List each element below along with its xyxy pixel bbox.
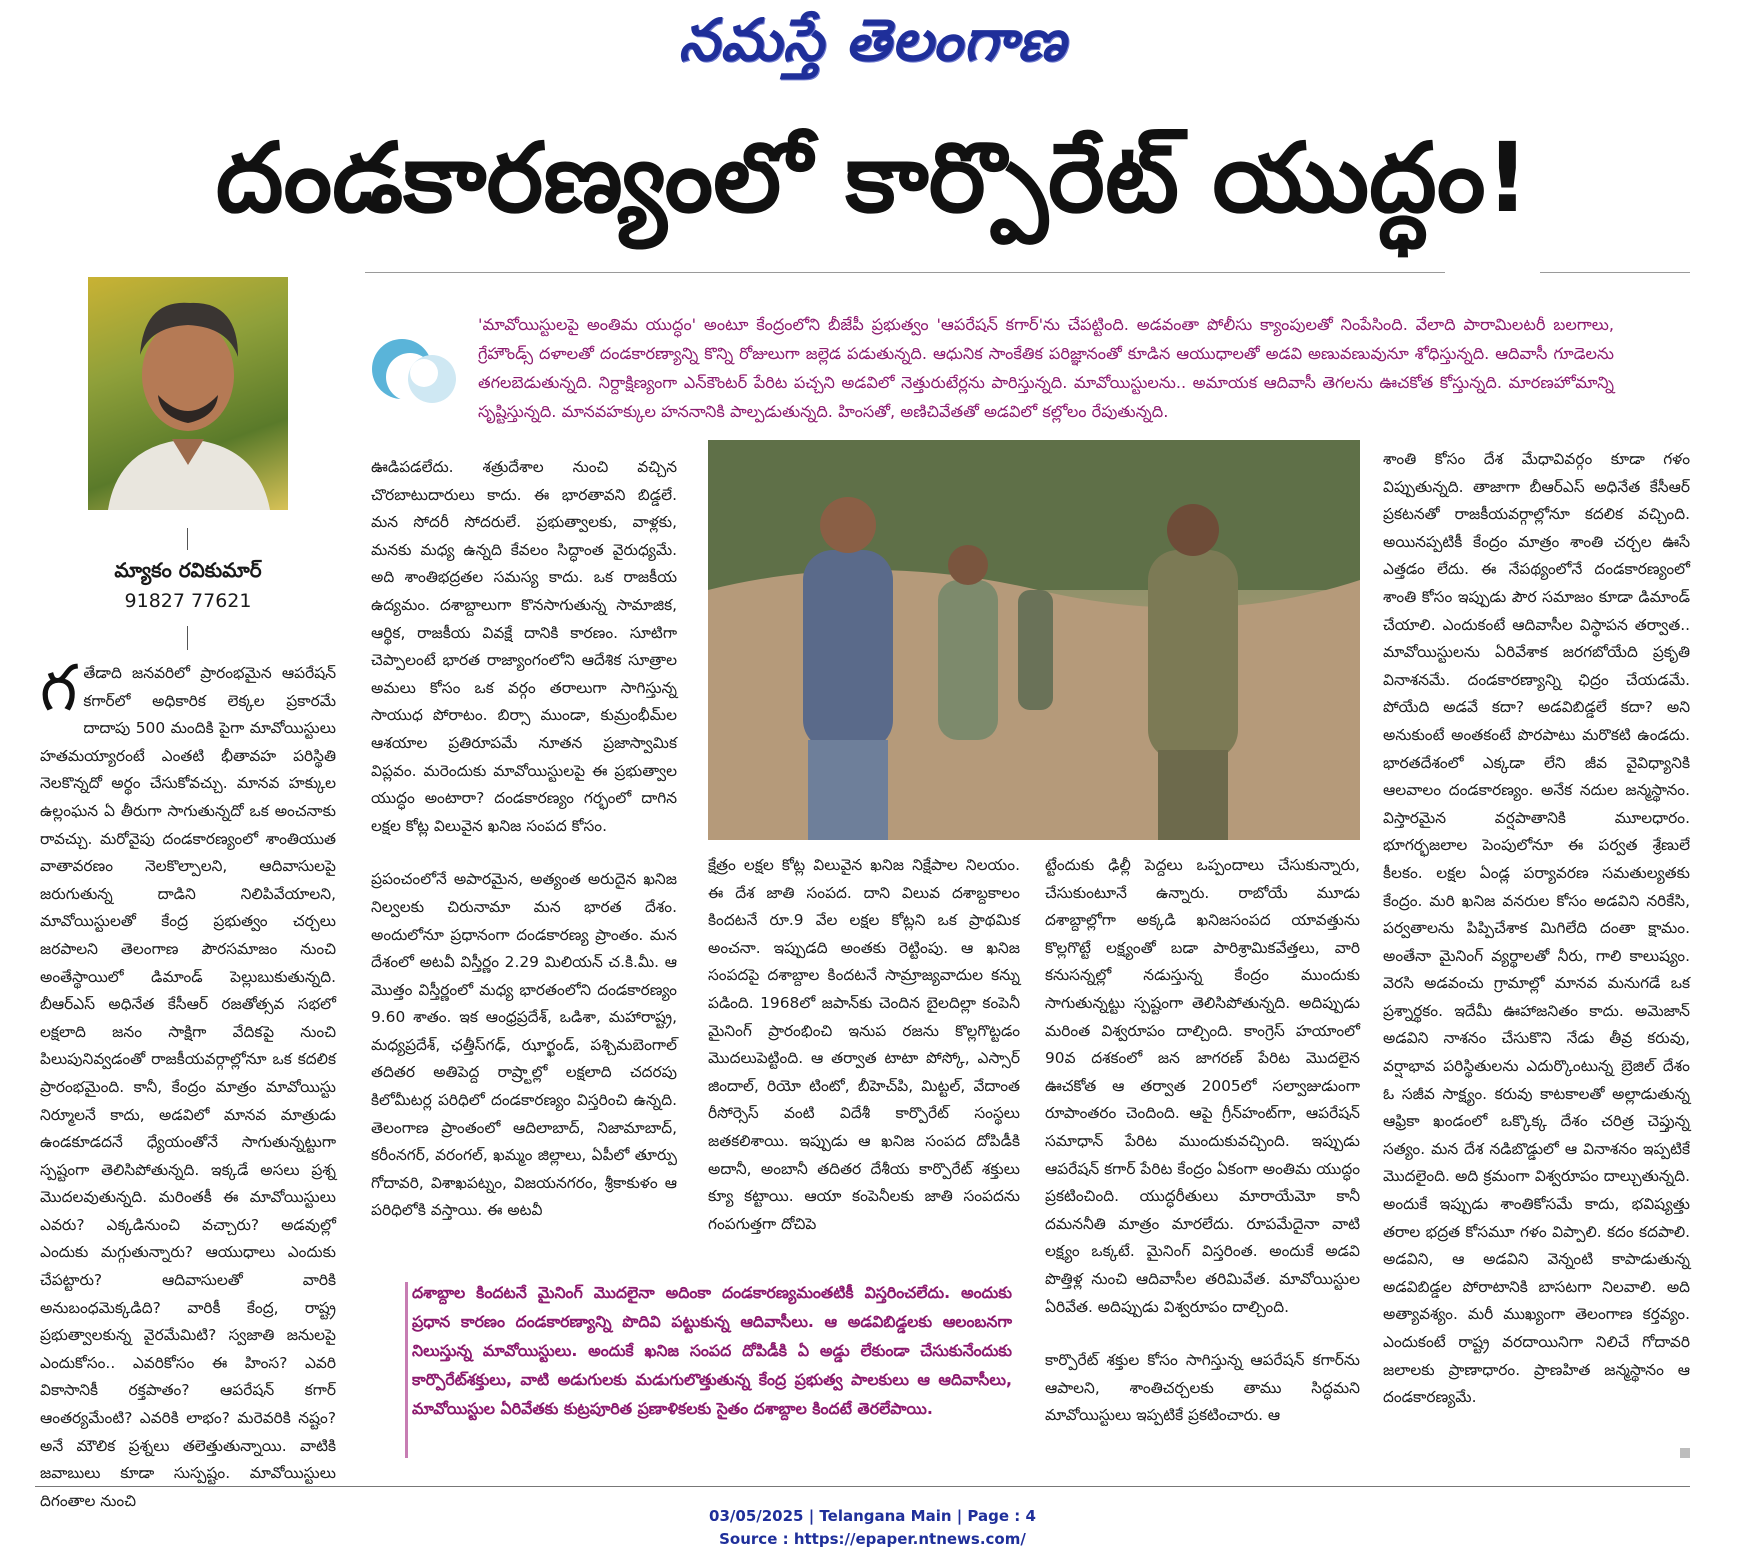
footer-rule bbox=[35, 1486, 1690, 1487]
masthead-title: నమస్తే తెలంగాణ bbox=[678, 6, 1067, 74]
headline-rule-left bbox=[365, 272, 1445, 273]
article-photo-security-forces bbox=[708, 440, 1360, 840]
byline-tick-bottom bbox=[187, 626, 188, 650]
author-phone: 91827 77621 bbox=[124, 590, 252, 612]
col5-paragraph-1: శాంతి కోసం దేశ మేధావివర్గం కూడా గళం విప్పుతున్నది. తాజాగా బీఆర్‌ఎస్ అధినేత కేసీఆర్ ప్రకటనతో రాజకీయవర్గాల్లోనూ కదలిక వచ్చింది. అయినప్పటికీ కేంద్రం మాత్రం శాంతి చర్చల ఊసే ఎత్తడం లేదు. ఈ నేపథ్యంలోనే దండకారణ్యంలో శాంతి కోసం ఇప్పుడు పౌర సమాజం కూడా డిమాండ్ చేయాలి. ఎందుకంటే ఆదివాసీల విస్థాపన తర్వాత.. మావోయిస్టులను ఏరివేశాక జరగబోయేది ప్రకృతి వినాశనమే. దండకారణ్యాన్ని ఛిద్రం చేయడమే. పోయేది అడవే కదా? అడవిబిడ్డలే కదా? అని అనుకుంటే అంతకంటే పొరపాటు మరొకటి ఉండదు. భారతదేశంలో ఎక్కడా లేని జీవ వైవిధ్యానికి ఆలవాలం దండకారణ్యం. అనేక నదుల జన్మస్థానం. విస్తారమైన వర్షపాతానికి మూలధారం. భూగర్భజలాల పెంపులోనూ ఈ పర్వత శ్రేణులే కీలకం. లక్షల ఏండ్ల పర్యావరణ సమతుల్యతకు కేంద్రం. మరి ఖనిజ వనరుల కోసం అడవిని నరికేసి, పర్వతాలను పిప్పిచేశాక మిగిలేది దంతా క్షామం. అంతేనా మైనింగ్ వ్యర్థాలతో నీరు, గాలి కాలుష్యం. వెరసి అడవంచు గ్రామాల్లో మానవ మనుగడే ఒక ప్రశ్నార్థకం. ఇదేమీ ఊహాజనితం కాదు. అమెజాన్ అడవిని నాశనం చేసుకొని నేడు తీవ్ర కరువు, వర్షాభావ పరిస్థితులను ఎదుర్కొంటున్న బ్రెజిల్ దేశం ఓ సజీవ సాక్ష్యం. కరువు కాటకాలతో అల్లాడుతున్న ఆఫ్రికా ఖండంలో ఒక్కొక్క దేశం చరిత్ర చెప్తున్న సత్యం. మన దేశ నడిబొడ్డులో ఆ వినాశనం ఇప్పటికే మొదలైంది. అది క్రమంగా విశ్వరూపం దాల్చుతున్నది. అందుకే ఇప్పుడు శాంతికోసమే కాదు, భవిష్యత్తు తరాల భద్రత కోసమూ గళం విప్పాలి. కదం కదపాలి. అడవిని, ఆ అడవిని వెన్నంటి కాపాడుతున్న అడవిబిడ్డల పోరాటానికి బాసటగా నిలవాలి. అది అత్యావశ్యం. మరీ ముఖ్యంగా తెలంగాణ కర్తవ్యం. ఎందుకంటే రాష్ట్ర వరదాయినిగా నిలిచే గోదావరి జలాలకు ప్రాణాధారం. ప్రాణహిత జన్మస్థానం ఆ దండకారణ్యమే. bbox=[1383, 450, 1690, 1407]
author-photo bbox=[88, 277, 288, 510]
dropcap-letter: గ bbox=[40, 652, 78, 726]
column-1 bbox=[40, 652, 336, 1510]
intro-ornament-icon bbox=[366, 325, 462, 411]
column-5 bbox=[1383, 446, 1690, 1462]
col2-paragraph-1: ఊడిపడలేదు. శత్రుదేశాల నుంచి వచ్చిన చొరబాటుదారులు కాదు. ఈ భారతావని బిడ్డలే. మన సోదరీ సోదరులే. ప్రభుత్వాలకు, వాళ్లకు, మనకు మధ్య ఉన్నది కేవలం సిద్ధాంత వైరుధ్యమే. అది శాంతిభద్రతల సమస్య కాదు. ఒక రాజకీయ ఉద్యమం. దశాబ్దాలుగా కొనసాగుతున్న సామాజిక, ఆర్థిక, రాజకీయ వివక్షే దానికి కారణం. సూటిగా చెప్పాలంటే భారత రాజ్యాంగంలోని ఆదేశిక సూత్రాల అమలు కోసం ఒక వర్గం తరాలుగా సాగిస్తున్న సాయుధ పోరాటం. బిర్సా ముండా, కుమ్రంభీమ్‌ల ఆశయాల ప్రతిరూపమే నూతన ప్రజాస్వామిక విప్లవం. మరెందుకు మావోయిస్టులపై ఈ ప్రభుత్వాల యుద్ధం అంటారా? దండకారణ్యం గర్భంలో దాగిన లక్షల కోట్ల విలువైన ఖనిజ సంపద కోసం. bbox=[371, 458, 677, 835]
col2-paragraph-2: ప్రపంచంలోనే అపారమైన, అత్యంత అరుదైన ఖనిజ నిల్వలకు చిరునామా మన భారత దేశం. అందులోనూ ప్రధానంగా దండకారణ్య ప్రాంతం. మన దేశంలో అటవీ విస్తీర్ణం 2.29 మిలియన్ చ.కి.మీ. ఆ మొత్తం విస్తీర్ణంలో మధ్య భారతంలోని దండకారణ్యం 9.60 శాతం. ఇక ఆంధ్రప్రదేశ్, ఒడిశా, మహారాష్ట్ర, మధ్యప్రదేశ్, ఛత్తీస్‌గఢ్, ఝార్ఖండ్, పశ్చిమబెంగాల్ తదితర అతిపెద్ద రాష్ర్టాల్లో లక్షలాది చదరపు కిలోమీటర్ల పరిధిలో దండకారణ్యం విస్తరించి ఉన్నది. తెలంగాణ ప్రాంతంలో ఆదిలాబాద్, నిజామాబాద్, కరీంనగర్, వరంగల్, ఖమ్మం జిల్లాలు, ఏపీలో తూర్పు గోదావరి, విశాఖపట్నం, విజయనగరం, శ్రీకాకుళం ఆ పరిధిలోకి వస్తాయి. ఈ అటవీ bbox=[371, 870, 677, 1220]
author-name: మ్యాకం రవికుమార్ bbox=[114, 558, 262, 582]
pullquote: దశాబ్దాల కిందటనే మైనింగ్ మొదలైనా అదింకా దండకారణ్యమంతటికీ విస్తరించలేదు. అందుకు ప్రధాన కారణం దండకారణ్యాన్ని పొదివి పట్టుకున్న ఆదివాసీలు. ఆ అడవిబిడ్డలకు ఆలంబనగా నిలుస్తున్న మావోయిస్టులు. అందుకే ఖనిజ సంపద దోపిడీకి ఏ అడ్డు లేకుండా చేసుకునేందుకు కార్పొరేట్‌శక్తులు, వాటి అడుగులకు మడుగులొత్తుతున్న కేంద్ర ప్రభుత్వ పాలకులు ఆ ఆదివాసీలు, మావోయిస్టుల ఏరివేతకు కుట్రపూరిత ప్రణాళికలకు సైతం దశాబ్దాల కిందటే తెరలేపాయి. bbox=[412, 1283, 1012, 1418]
col4-paragraph-2: కార్పొరేట్ శక్తుల కోసం సాగిస్తున్న ఆపరేషన్ కగార్‌ను ఆపాలని, శాంతిచర్చలకు తాము సిద్ధమని మావోయిస్టులు ఇప్పటికే ప్రకటించారు. ఆ bbox=[1045, 1351, 1360, 1425]
footer-edition: 03/05/2025 | Telangana Main | Page : 4 bbox=[709, 1507, 1036, 1525]
col4-paragraph-1: ట్టేందుకు ఢిల్లీ పెద్దలు ఒప్పందాలు చేసుకున్నారు, చేసుకుంటూనే ఉన్నారు. రాబోయే మూడు దశాబ్దాల్లోగా అక్కడి ఖనిజసంపద యావత్తును కొల్లగొట్టే లక్ష్యంతో బడా పారిశ్రామికవేత్తలు, వారి కనుసన్నల్లో నడుస్తున్న కేంద్రం ముందుకు సాగుతున్నట్టు స్పష్టంగా తెలిసిపోతున్నది. అదిప్పుడు మరింత విశ్వరూపం దాల్చింది. కాంగ్రెస్ హయాంలో 90వ దశకంలో జన జాగరణ్ పేరిట మొదలైన ఊచకోత ఆ తర్వాత 2005లో సల్వాజుడుంగా రూపాంతరం చెందింది. ఆపై గ్రీన్‌హంట్‌గా, ఆపరేషన్ సమాధాన్ పేరిట ముందుకువచ్చింది. ఇప్పుడు ఆపరేషన్ కగార్ పేరిట కేంద్రం ఏకంగా అంతిమ యుద్ధం ప్రకటించింది. యుద్ధరీతులు మారాయేమో కానీ దమననీతి మాత్రం మారలేదు. రూపమేదైనా వాటి లక్ష్యం ఒక్కటే. మైనింగ్ విస్తరింత. అందుకే అడవి పొత్తిళ్ల నుంచి ఆదివాసీల తరిమివేత. మావోయిస్టుల ఏరివేత. అదిప్పుడు విశ్వరూపం దాల్చింది. bbox=[1045, 856, 1360, 1316]
pullquote-rule bbox=[405, 1282, 408, 1458]
col1-paragraph-1: తేడాది జనవరిలో ప్రారంభమైన ఆపరేషన్ కగార్‌లో అధికారిక లెక్కల ప్రకారమే దాదాపు 500 మందికి పైగా మావోయిస్టులు హతమయ్యారంటే ఎంతటి భీతావహ పరిస్థితి నెలకొన్నదో అర్థం చేసుకోవచ్చు. మానవ హక్కుల ఉల్లంఘన ఏ తీరుగా సాగుతున్నదో ఒక అంచనాకు రావచ్చు. మరోవైపు దండకారణ్యంలో శాంతియుత వాతావరణం నెలకొల్పాలని, ఆదివాసులపై జరుగుతున్న దాడిని నిలిపివేయాలని, మావోయిస్టులతో కేంద్ర ప్రభుత్వం చర్చలు జరపాలని తెలంగాణ పౌరసమాజం నుంచి అంతేస్థాయిలో డిమాండ్ పెల్లుబుకుతున్నది. బీఆర్‌ఎస్ అధినేత కేసీఆర్ రజతోత్సవ సభలో లక్షలాది జనం సాక్షిగా వేదికపై నుంచి పిలుపునివ్వడంతో రాజకీయవర్గాల్లోనూ ఒక కదలిక ప్రారంభమైంది. కానీ, కేంద్రం మాత్రం మావోయిస్టు నిర్మూలనే కాదు, అడవిలో మానవ మాత్రుడు ఉండకూడదనే ధ్యేయంతోనే సాగుతున్నట్టుగా స్పష్టంగా తెలిసిపోతున్నది. ఇక్కడే అసలు ప్రశ్న మొదలవుతున్నది. మరింతకీ ఈ మావోయిస్టులు ఎవరు? ఎక్కడినుంచి వచ్చారు? అడవుల్లో ఎందుకు మగ్గుతున్నారు? ఆయుధాలు ఎందుకు చేపట్టారు? ఆదివాసులతో వారికి అనుబంధమెక్కడిది? వారికీ కేంద్ర, రాష్ట్ర ప్రభుత్వాలకున్న వైరమేమిటి? స్వజాతి జనులపై ఎందుకోసం.. ఎవరికోసం ఈ హింస? ఎవరి వికాసానికీ రక్తపాతం? ఆపరేషన్ కగార్ ఆంతర్యమేంటి? ఎవరికి లాభం? మరెవరికి నష్టం? అనే మౌలిక ప్రశ్నలు తలెత్తుతున్నాయి. వాటికి జవాబులు కూడా సుస్పష్టం. మావోయిస్టులు దిగంతాల నుంచి bbox=[40, 664, 336, 1510]
headline-rule-right bbox=[1540, 272, 1690, 273]
col3-text bbox=[708, 852, 1020, 1238]
column-4 bbox=[1045, 852, 1360, 1462]
byline-tick-top bbox=[187, 528, 188, 550]
article-end-mark bbox=[1680, 1448, 1690, 1458]
intro-paragraph: 'మావోయిస్టులపై అంతిమ యుద్ధం' అంటూ కేంద్రంలోని బీజేపీ ప్రభుత్వం 'ఆపరేషన్ కగార్'ను చేపట్టింది. అడవంతా పోలీసు క్యాంపులతో నింపేసింది. వేలాది పారామిలటరీ బలగాలు, గ్రేహౌండ్స్ దళాలతో దండకారణ్యాన్ని కొన్ని రోజులుగా జల్లెడ పడుతున్నది. ఆధునిక సాంకేతిక పరిజ్ఞానంతో కూడిన ఆయుధాలతో అడవి అణువణువునూ శోధిస్తున్నది. ఆదివాసీ గూడెలను తగలబెడుతున్నది. నిర్దాక్షిణ్యంగా ఎన్‌కౌంటర్ పేరిట పచ్చని అడవిలో నెత్తురుటేర్లను పారిస్తున్నది. మావోయిస్టులను.. అమాయక ఆదివాసీ తెగలను ఊచకోత కోస్తున్నది. మారణహోమాన్ని సృష్టిస్తున్నది. మానవహక్కుల హననానికి పాల్పడుతున్నది. హింసతో, అణిచివేతతో అడవిలో కల్లోలం రేపుతున్నది. bbox=[478, 315, 1614, 421]
footer-source: Source : https://epaper.ntnews.com/ bbox=[719, 1530, 1026, 1548]
article-headline: దండకారణ్యంలో కార్పొరేట్ యుద్ధం! bbox=[215, 122, 1530, 234]
col3-paragraph-1: క్షేత్రం లక్షల కోట్ల విలువైన ఖనిజ నిక్షేపాల నిలయం. ఈ దేశ జాతి సంపద. దాని విలువ దశాబ్దకాలం కిందటనే రూ.9 వేల లక్షల కోట్లని ఒక ప్రాథమిక అంచనా. ఇప్పుడది అంతకు రెట్టింపు. ఆ ఖనిజ సంపదపై దశాబ్దాల కిందటనే సామ్రాజ్యవాదుల కన్ను పడింది. 1968లో జపాన్‌కు చెందిన బైలదిల్లా కంపెనీ మైనింగ్ ప్రారంభించి ఇనుప రజను కొల్లగొట్టడం మొదలుపెట్టింది. ఆ తర్వాత టాటా పోస్కో, ఎస్సార్ జిందాల్, రియో టింటో, బీహెచ్‌పి, మిట్టల్, వేదాంత రీసోర్సెస్ వంటి విదేశీ కార్పొరేట్ సంస్థలు జతకలిశాయి. ఇప్పుడు ఆ ఖనిజ సంపద దోపిడీకి అదానీ, అంబానీ తదితర దేశీయ కార్పొరేట్ శక్తులు క్యూ కట్టాయి. ఆయా కంపెనీలకు జాతి సంపదను గంపగుత్తగా దోచిపె bbox=[708, 856, 1020, 1233]
